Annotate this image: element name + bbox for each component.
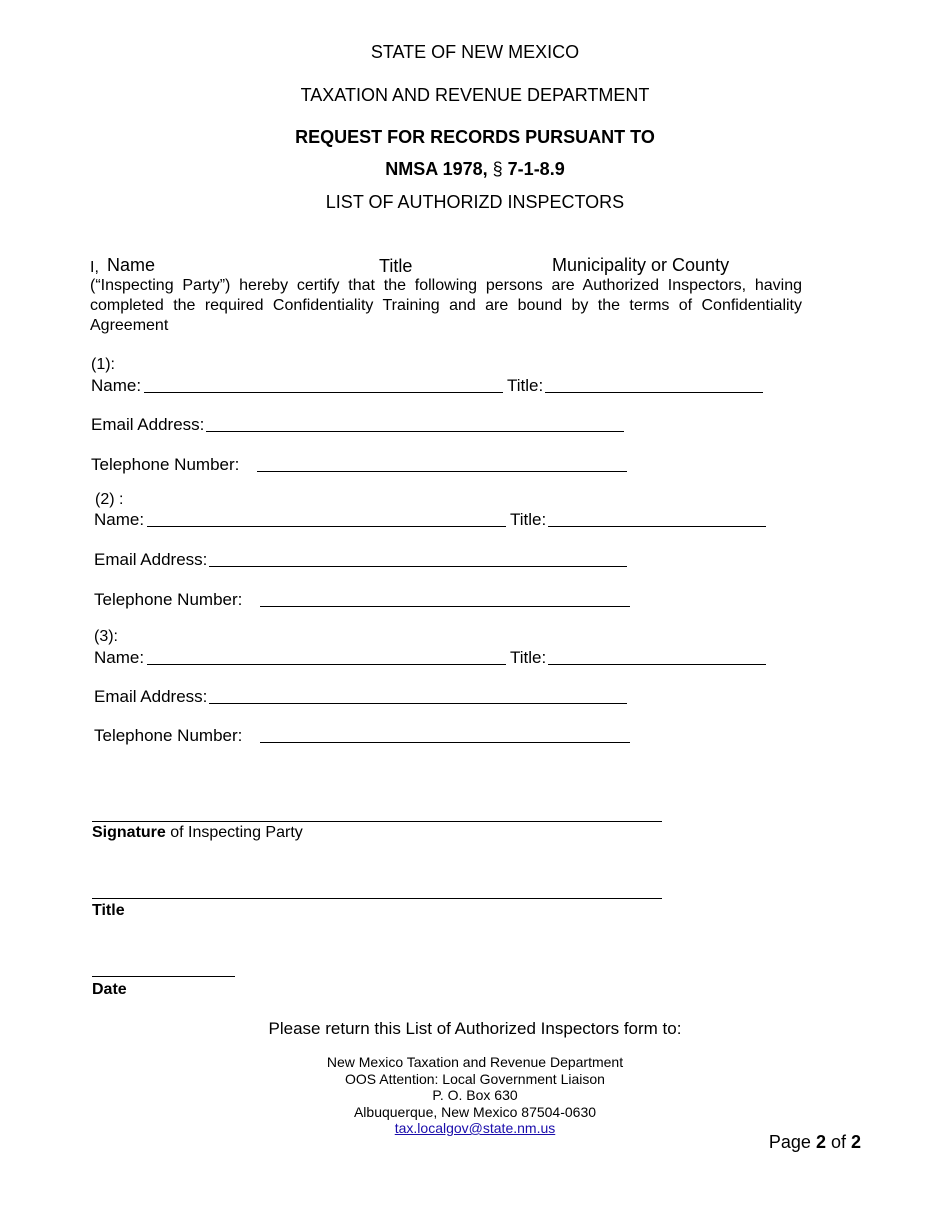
address-line-4: Albuquerque, New Mexico 87504-0630 (353, 1104, 597, 1120)
signature-line[interactable] (92, 821, 662, 822)
certification-statement: (“Inspecting Party”) hereby certify that the following persons are Authorized Inspectors, having completed the required Confidentiality Training and are bound by the terms of Confidentiality Agreement (90, 277, 802, 334)
certify-municipality-label: Municipality or County (552, 255, 730, 275)
inspector-name-field[interactable] (147, 664, 506, 665)
inspector-email-label: Email Address: (94, 550, 208, 569)
inspector-email-label: Email Address: (94, 687, 208, 706)
inspector-phone-field[interactable] (260, 742, 630, 743)
inspector-phone-field[interactable] (257, 471, 627, 472)
inspector-email-label: Email Address: (91, 415, 205, 434)
page-number: Page 2 of 2 (768, 1132, 861, 1152)
inspector-name-label: Name: (94, 648, 145, 667)
contact-email-link[interactable]: tax.localgov@state.nm.us (394, 1120, 556, 1136)
inspector-title-field[interactable] (548, 664, 766, 665)
inspector-name-field[interactable] (147, 526, 506, 527)
inspector-email-field[interactable] (209, 703, 627, 704)
signer-title-line[interactable] (92, 898, 662, 899)
inspector-phone-field[interactable] (260, 606, 630, 607)
address-line-2: OOS Attention: Local Government Liaison (345, 1071, 605, 1087)
address-line-3: P. O. Box 630 (432, 1087, 518, 1103)
inspector-title-label: Title: (507, 376, 544, 395)
return-instruction: Please return this List of Authorized Inspectors form to: (268, 1019, 682, 1038)
certify-title-label: Title (379, 256, 413, 276)
inspector-title-field[interactable] (548, 526, 766, 527)
inspector-title-field[interactable] (545, 392, 763, 393)
inspector-title-label: Title: (510, 648, 547, 667)
inspector-name-label: Name: (91, 376, 142, 395)
signer-title-caption: Title (92, 902, 125, 919)
list-title: LIST OF AUTHORIZD INSPECTORS (325, 192, 625, 212)
inspector-email-field[interactable] (209, 566, 627, 567)
inspector-title-label: Title: (510, 510, 547, 529)
inspector-name-field[interactable] (144, 392, 503, 393)
address-line-1: New Mexico Taxation and Revenue Department (326, 1054, 624, 1070)
inspector-email-field[interactable] (206, 431, 624, 432)
inspector-name-label: Name: (94, 510, 145, 529)
inspector-phone-label: Telephone Number: (91, 455, 240, 474)
inspector-number: (3): (94, 628, 118, 645)
request-heading-line2: NMSA 1978, § 7-1-8.9 (385, 159, 565, 179)
state-heading: STATE OF NEW MEXICO (370, 42, 580, 62)
inspector-number: (2) : (95, 491, 124, 508)
department-heading: TAXATION AND REVENUE DEPARTMENT (300, 85, 650, 105)
date-line[interactable] (92, 976, 235, 977)
request-heading-line1: REQUEST FOR RECORDS PURSUANT TO (295, 127, 655, 147)
certify-name-label: Name (107, 255, 156, 275)
certify-prefix: I, (90, 259, 99, 276)
date-caption: Date (92, 981, 127, 998)
inspector-number: (1): (91, 356, 115, 373)
inspector-phone-label: Telephone Number: (94, 726, 243, 745)
signature-caption: Signature of Inspecting Party (92, 824, 303, 841)
inspector-phone-label: Telephone Number: (94, 590, 243, 609)
